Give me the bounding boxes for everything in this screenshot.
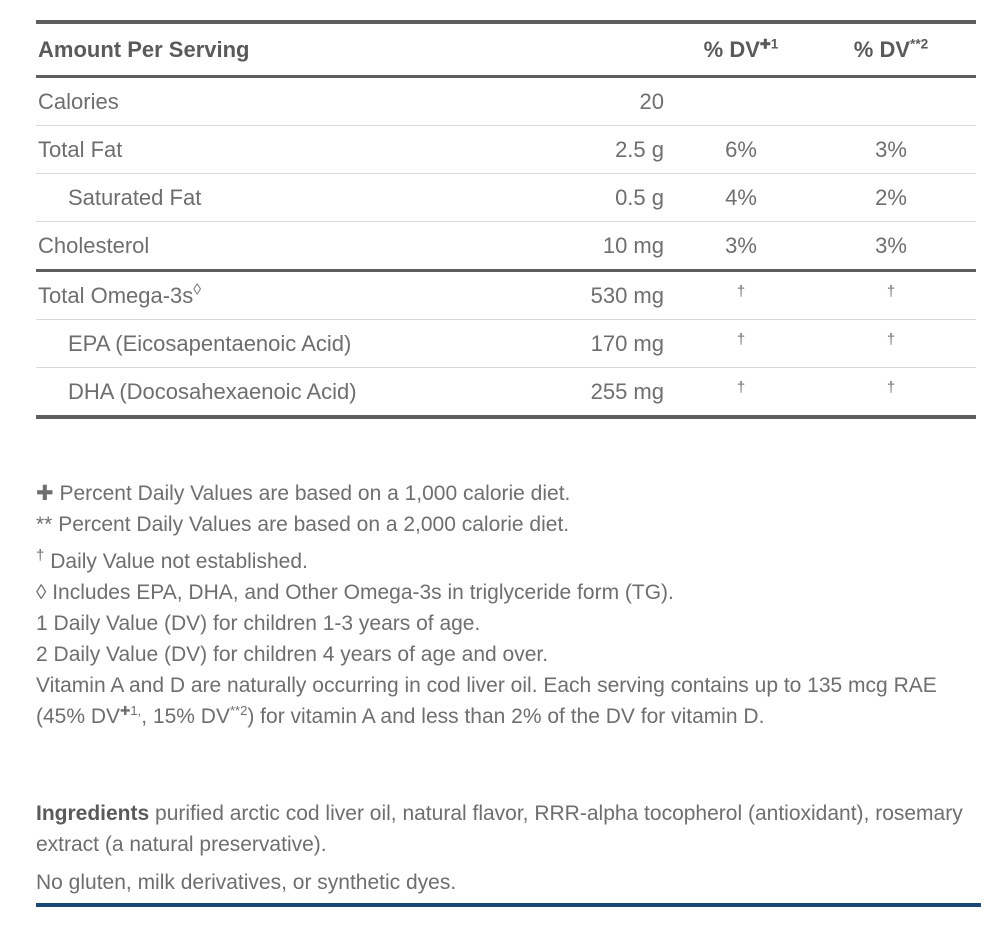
cross-icon: ✚ <box>759 36 771 52</box>
header-dv2-label: % DV <box>853 37 911 62</box>
footnote-text: Percent Daily Values are based on a 2,000 calorie diet. <box>52 513 570 536</box>
lozenge-icon: ◊ <box>36 581 47 604</box>
row-label-text: Total Omega-3s <box>38 283 194 308</box>
footnotes-block <box>36 478 981 732</box>
table-header-row <box>36 24 976 75</box>
row-label <box>36 375 506 408</box>
footnote-number-1: 1 <box>36 612 48 635</box>
lozenge-icon: ◊ <box>193 281 202 299</box>
vitamin-note-part3: ) for vitamin A and less than 2% of the DV for vitamin D. <box>247 705 765 728</box>
ingredients-paragraph <box>36 798 981 860</box>
footnote-text: Daily Value not established. <box>44 550 308 573</box>
row-dv2: † <box>886 331 896 348</box>
row-dv2: 3% <box>875 137 907 162</box>
dagger-icon: † <box>36 547 45 564</box>
row-amount: 20 <box>639 89 664 114</box>
footnote-line <box>36 540 981 577</box>
row-amount: 255 mg <box>590 379 664 404</box>
footnote-line <box>36 478 981 509</box>
row-label: Total Fat <box>38 137 123 162</box>
row-amount: 530 mg <box>590 283 664 308</box>
header-dv2 <box>816 33 966 66</box>
nutrition-table <box>36 20 976 419</box>
table-row <box>36 222 976 269</box>
table-row <box>36 272 976 319</box>
ingredients-block <box>36 798 981 898</box>
table-row <box>36 320 976 367</box>
asterisk-icon: ** <box>229 703 241 718</box>
row-dv2: † <box>886 379 896 396</box>
vitamin-note-paragraph <box>36 670 981 732</box>
vitamin-mark2-num: 2 <box>240 703 248 718</box>
row-dv1: † <box>736 379 746 396</box>
row-amount: 2.5 g <box>615 137 664 162</box>
row-label: Calories <box>38 89 119 114</box>
ingredients-label: Ingredients <box>36 802 150 825</box>
footnote-text: Includes EPA, DHA, and Other Omega-3s in triglyceride form (TG). <box>46 581 674 604</box>
row-amount: 10 mg <box>602 233 664 258</box>
cross-icon: ✚ <box>120 704 131 718</box>
row-dv2: 3% <box>875 233 907 258</box>
row-label: Cholesterol <box>38 233 150 258</box>
row-label: EPA (Eicosapentaenoic Acid) <box>68 331 352 356</box>
footnote-line <box>36 639 981 670</box>
asterisk-icon: ** <box>910 36 921 52</box>
footnote-text: Percent Daily Values are based on a 1,000 calorie diet. <box>53 482 571 505</box>
row-label: Saturated Fat <box>68 185 202 210</box>
footnote-text: Daily Value (DV) for children 1-3 years of age. <box>47 612 481 635</box>
row-dv1: 6% <box>725 137 757 162</box>
cross-icon: ✚ <box>36 482 54 505</box>
row-label-text: DHA (Docosahexaenoic Acid) <box>68 379 357 404</box>
vitamin-note-part1: Vitamin A and D are naturally occurring in cod liver oil. Each serving contains up to 135 mcg RAE (45% DV <box>36 674 937 728</box>
row-dv2: † <box>886 283 896 300</box>
ingredients-allergen-note: No gluten, milk derivatives, or synthetic dyes. <box>36 871 457 894</box>
table-row <box>36 368 976 415</box>
header-dv1-num: 1 <box>770 36 779 52</box>
header-dv2-num: 2 <box>920 36 929 52</box>
header-amount-per-serving: Amount Per Serving <box>38 37 250 62</box>
row-amount: 170 mg <box>590 331 664 356</box>
table-bottom-rule <box>36 415 976 419</box>
table-row <box>36 78 976 125</box>
footnote-line <box>36 509 981 540</box>
vitamin-note-part2: , 15% DV <box>141 705 230 728</box>
row-dv1: 3% <box>725 233 757 258</box>
asterisk-icon: ** <box>36 513 53 536</box>
row-dv1: † <box>736 331 746 348</box>
bottom-accent-rule <box>36 903 981 907</box>
footnote-line <box>36 577 981 608</box>
header-dv1-label: % DV <box>703 37 760 62</box>
vitamin-mark1-num: 1, <box>130 703 142 718</box>
ingredients-text: purified arctic cod liver oil, natural flavor, RRR-alpha tocopherol (antioxidant), rosemary extract (a natural preservative). <box>36 802 963 856</box>
table-row <box>36 126 976 173</box>
row-dv2: 2% <box>875 185 907 210</box>
row-amount: 0.5 g <box>615 185 664 210</box>
footnote-number-2: 2 <box>36 643 48 666</box>
table-row <box>36 174 976 221</box>
row-dv1: † <box>736 283 746 300</box>
header-dv1 <box>666 33 816 66</box>
footnote-line <box>36 608 981 639</box>
row-dv1: 4% <box>725 185 757 210</box>
footnote-text: Daily Value (DV) for children 4 years of age and over. <box>47 643 549 666</box>
row-label <box>36 279 506 312</box>
